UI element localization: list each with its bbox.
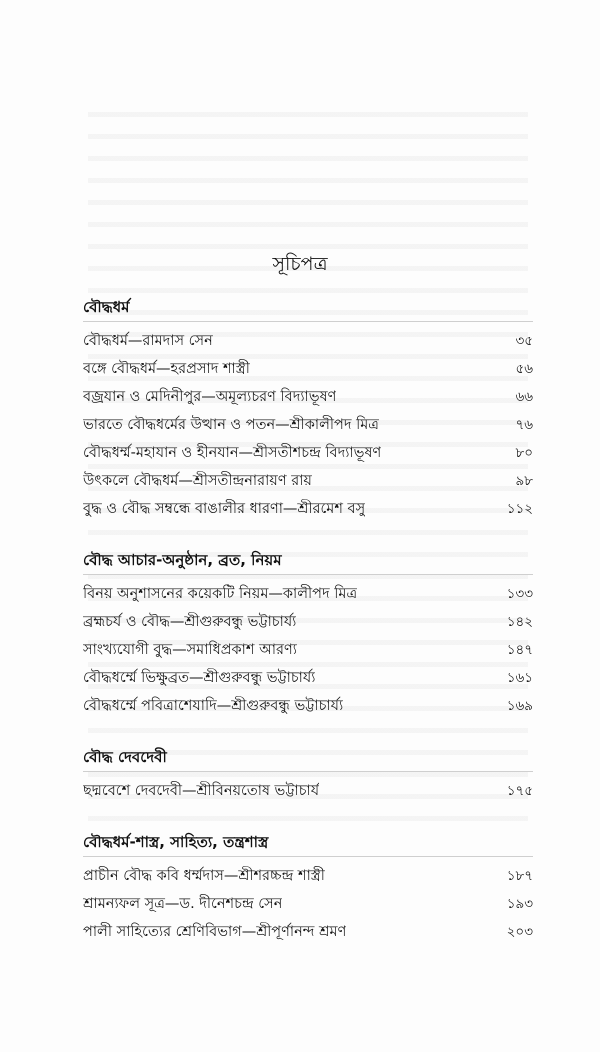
toc-entry [83,580,533,608]
toc-entry [83,608,533,636]
toc-entry [83,495,533,523]
section-heading: বৌদ্ধধর্ম [83,296,533,322]
toc-entry [83,467,533,495]
entry-page-number: ৬৬ [515,389,533,405]
entry-title: বঙ্গে বৌদ্ধধর্ম—হরপ্রসাদ শাস্ত্রী [83,361,250,377]
entry-title: পালী সাহিত্যের শ্রেণিবিভাগ—শ্রীপূর্ণানন্দ শ্রমণ [83,924,347,940]
entry-page-number: ১৪২ [506,614,533,630]
entry-title: ব্রহ্মচর্য ও বৌদ্ধ—শ্রীগুরুবন্ধু ভট্টাচার্য্য [83,614,297,630]
toc-entry [83,439,533,467]
entry-title: সাংখ্যযোগী বুদ্ধ—সমাধিপ্রকাশ আরণ্য [83,642,297,658]
entry-title: বৌদ্ধধর্ম্ম-মহাযান ও হীনযান—শ্রীসতীশচন্দ্র বিদ্যাভূষণ [83,445,382,461]
toc-entry [83,890,533,918]
entry-page-number: ১৬১ [506,670,533,686]
entry-page-number: ১৭৫ [506,783,533,799]
toc-section [83,549,533,720]
entry-title: বৌদ্ধধর্ম্মে পবিত্রাশেযাদি—শ্রীগুরুবন্ধু ভট্টাচার্য্য [83,698,344,714]
section-heading: বৌদ্ধ আচার-অনুষ্ঠান, ব্রত, নিয়ম [83,549,533,575]
entry-page-number: ২০৩ [506,924,533,940]
toc-entry [83,383,533,411]
toc-entry [83,327,533,355]
entry-title: বজ্রযান ও মেদিনীপুর—অমূল্যচরণ বিদ্যাভূষণ [83,389,337,405]
toc-entry [83,664,533,692]
page-title: সূচিপত্র [272,253,328,275]
entry-page-number: ৮০ [515,445,533,461]
entry-page-number: ৩৫ [515,333,533,349]
toc-entry [83,692,533,720]
toc-entry [83,918,533,946]
toc-entry [83,411,533,439]
toc-entry [83,355,533,383]
toc-entry [83,636,533,664]
toc-section [83,831,533,946]
entry-title: বৌদ্ধধর্ম্মে ভিক্ষুব্রত—শ্রীগুরুবন্ধু ভট্টাচার্য্য [83,670,316,686]
entry-title: বুদ্ধ ও বৌদ্ধ সম্বন্ধে বাঙালীর ধারণা—শ্রীরমেশ বসু [83,501,366,517]
toc-section [83,296,533,523]
entry-page-number: ৭৬ [515,417,533,433]
toc-section [83,746,533,805]
entry-page-number: ১৩৩ [506,586,533,602]
entry-page-number: ১৬৯ [506,698,533,714]
entry-title: ভারতে বৌদ্ধধর্মের উত্থান ও পতন—শ্রীকালীপদ মিত্র [83,417,379,433]
entry-title: ছদ্মবেশে দেবদেবী—শ্রীবিনয়তোষ ভট্টাচার্য [83,783,320,799]
entry-page-number: ১৯৩ [506,896,533,912]
entry-page-number: ৫৬ [515,361,533,377]
entry-title: উৎকলে বৌদ্ধধর্ম—শ্রীসতীন্দ্রনারায়ণ রায় [83,473,312,489]
entry-title: প্রাচীন বৌদ্ধ কবি ধর্ম্মদাস—শ্রীশরচ্চন্দ্র শাস্ত্রী [83,868,325,884]
entry-title: বৌদ্ধধর্ম—রামদাস সেন [83,333,213,349]
section-heading: বৌদ্ধ দেবদেবী [83,746,533,772]
entry-page-number: ১৪৭ [506,642,533,658]
entry-title: শ্রামন্যফল সূত্র—ড. দীনেশচন্দ্র সেন [83,896,283,912]
entry-title: বিনয় অনুশাসনের কয়েকটি নিয়ম—কালীপদ মিত্র [83,586,358,602]
table-of-contents [83,296,533,972]
toc-entry [83,777,533,805]
entry-page-number: ৯৮ [515,473,533,489]
entry-page-number: ১১২ [506,501,533,517]
section-heading: বৌদ্ধধর্ম-শাস্ত্র, সাহিত্য, তন্ত্রশাস্ত্র [83,831,533,857]
toc-entry [83,862,533,890]
entry-page-number: ১৮৭ [506,868,533,884]
